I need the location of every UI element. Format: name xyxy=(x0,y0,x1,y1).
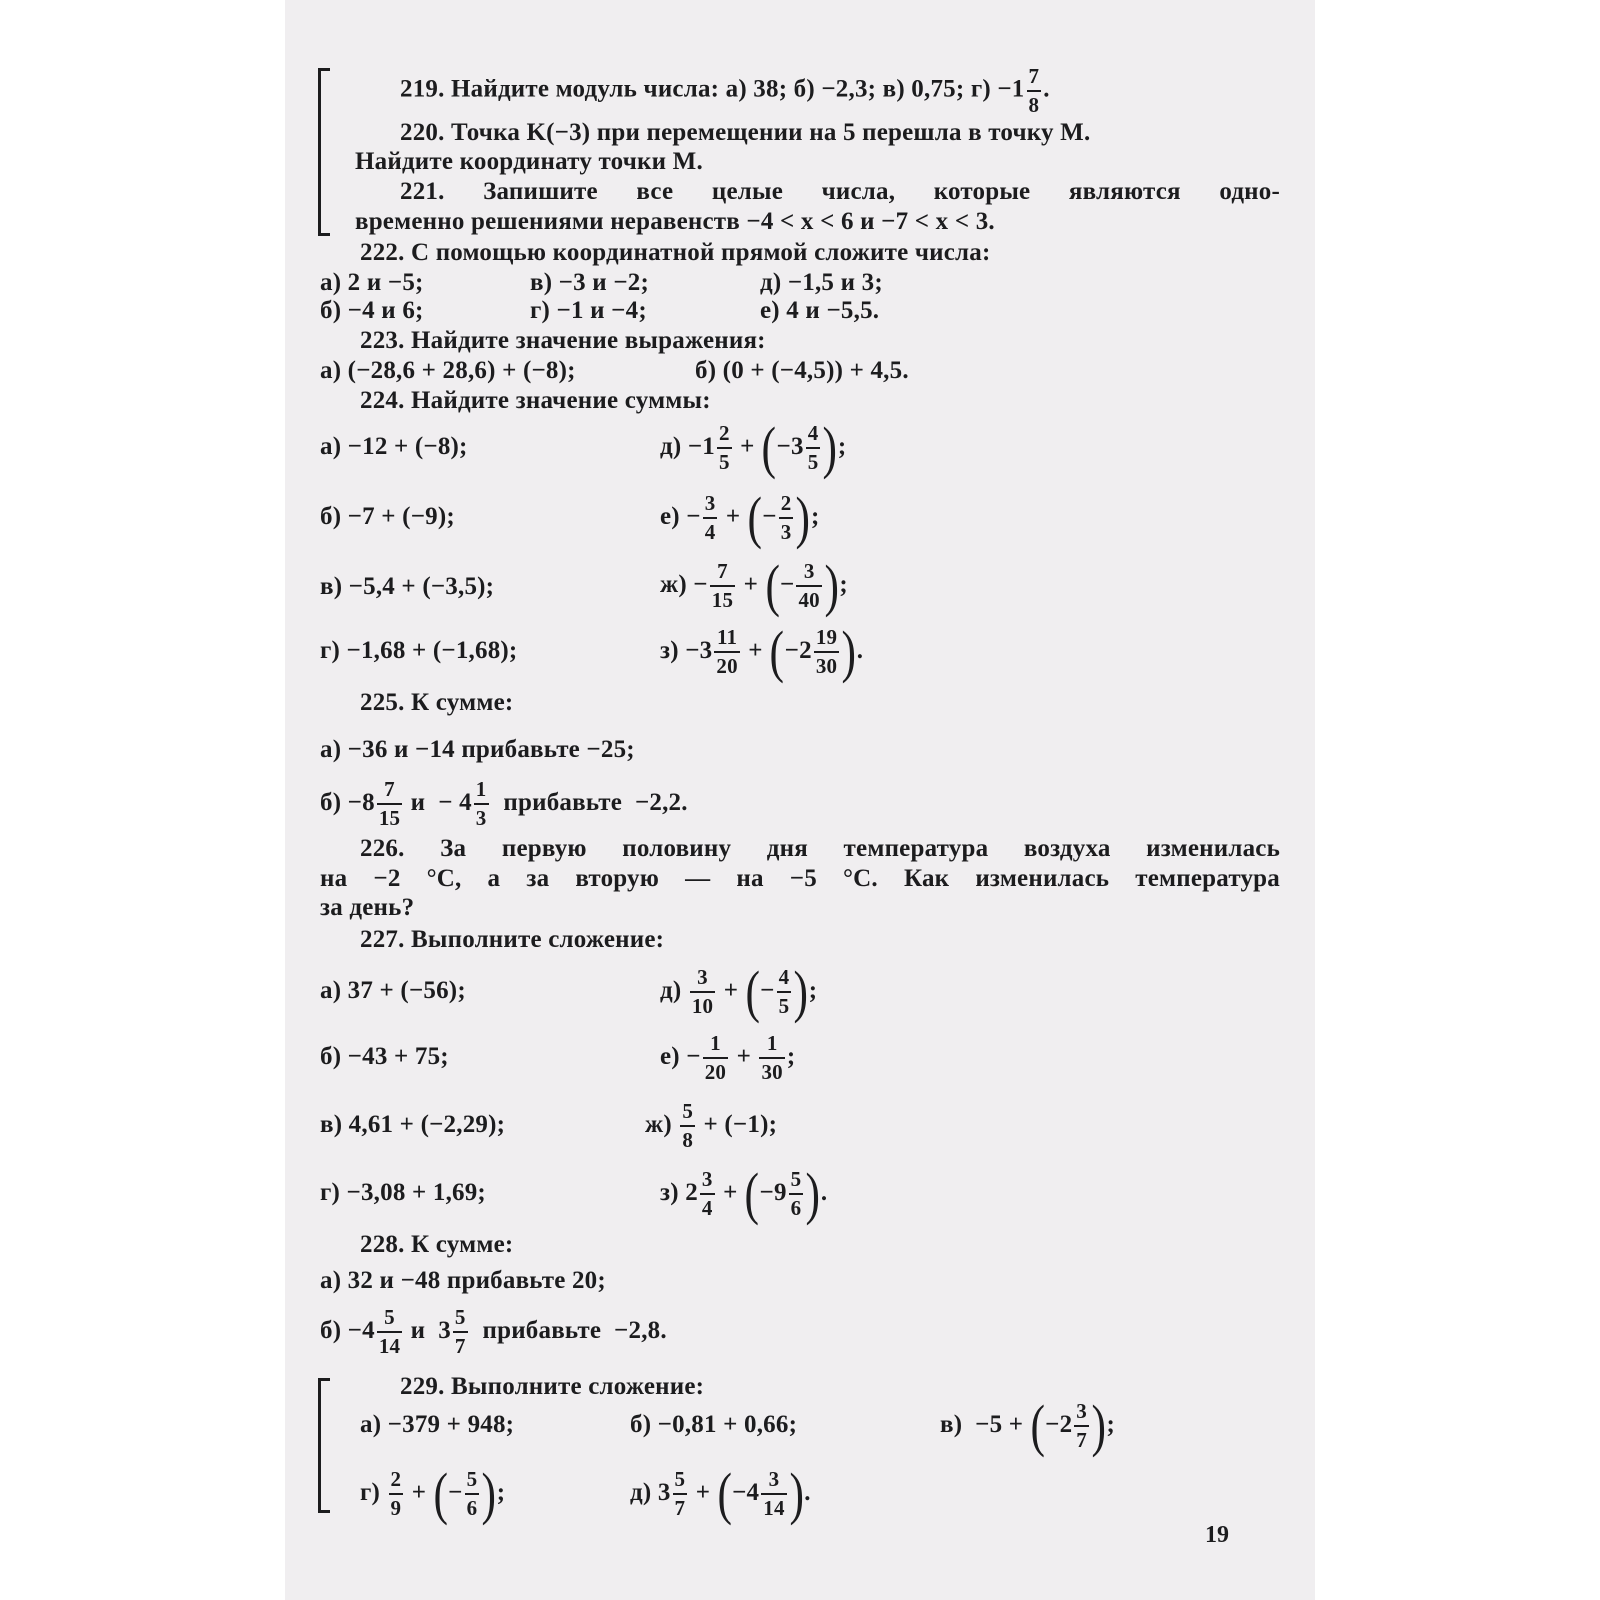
exercise-221-line2: временно решениями неравенств −4 < x < 6 и −7 < x < 3. xyxy=(355,208,995,235)
bracket-top xyxy=(318,68,321,236)
exercise-227-title: 227. Выполните сложение: xyxy=(360,926,665,953)
exercise-226-line2: на −2 °С, а за вторую — на −5 °С. Как изменилась температура xyxy=(320,865,1280,892)
exercise-227-d: д) $\frac{3}{10}$ + (− $\frac{4}{5}$ ); xyxy=(660,959,818,1025)
exercise-221-line1: 221. Запишите все целые числа, которые являются одно- xyxy=(400,178,1280,205)
exercise-229-g: г) $\frac{2}{9}$ + (− $\frac{5}{6}$ ); xyxy=(360,1461,506,1527)
exercise-224-title: 224. Найдите значение суммы: xyxy=(360,387,711,414)
exercise-220-line1: 220. Точка K(−3) при перемещении на 5 перешла в точку M. xyxy=(400,119,1091,146)
exercise-222-g: г) −1 и −4; xyxy=(530,297,647,324)
exercise-227-g: г) −3,08 + 1,69; xyxy=(320,1179,486,1206)
exercise-222-title: 222. С помощью координатной прямой сложите числа: xyxy=(360,239,991,266)
exercise-229-d: д) 3 $\frac{5}{7}$ + (−4 $\frac{3}{14}$ ). xyxy=(630,1461,811,1527)
exercise-224-v: в) −5,4 + (−3,5); xyxy=(320,573,495,600)
exercise-224-zh: ж) − $\frac{7}{15}$ + (− $\frac{3}{40}$ ); xyxy=(660,553,848,619)
textbook-page xyxy=(285,0,1315,1600)
exercise-224-e: е) − $\frac{3}{4}$ + (− $\frac{2}{3}$ ); xyxy=(660,485,820,551)
exercise-222-b: б) −4 и 6; xyxy=(320,297,424,324)
exercise-228-a: а) 32 и −48 прибавьте 20; xyxy=(320,1267,606,1294)
exercise-229-v: в) −5 + (−2 $\frac{3}{7}$ ); xyxy=(940,1393,1116,1459)
exercise-220-line2: Найдите координату точки M. xyxy=(355,148,703,175)
exercise-224-b: б) −7 + (−9); xyxy=(320,503,455,530)
exercise-225-b: б) −8 $\frac{7}{15}$ и − 4 $\frac{1}{3}$ прибавьте −2,2. xyxy=(320,777,688,831)
page-number: 19 xyxy=(1205,1522,1229,1548)
exercise-222-v: в) −3 и −2; xyxy=(530,269,649,296)
exercise-223-title: 223. Найдите значение выражения: xyxy=(360,327,766,354)
exercise-227-zh: ж) $\frac{5}{8}$ + (−1); xyxy=(645,1099,778,1153)
exercise-224-g: г) −1,68 + (−1,68); xyxy=(320,637,518,664)
fraction: $\frac{7}{8}$ xyxy=(1028,64,1040,117)
exercise-227-v: в) 4,61 + (−2,29); xyxy=(320,1111,506,1138)
exercise-219: 219. Найдите модуль числа: а) 38; б) −2,3; в) 0,75; г) −1 $\frac{7}{8}$ . xyxy=(400,64,1050,117)
exercise-223-a: а) (−28,6 + 28,6) + (−8); xyxy=(320,357,576,384)
exercise-224-a: а) −12 + (−8); xyxy=(320,433,468,460)
exercise-229-title: 229. Выполните сложение: xyxy=(400,1373,705,1400)
exercise-222-e: е) 4 и −5,5. xyxy=(760,297,880,324)
exercise-225-a: а) −36 и −14 прибавьте −25; xyxy=(320,736,635,763)
exercise-227-e: е) − $\frac{1}{20}$ + $\frac{1}{30}$ ; xyxy=(660,1031,796,1085)
exercise-223-b: б) (0 + (−4,5)) + 4,5. xyxy=(695,357,909,384)
exercise-229-a: а) −379 + 948; xyxy=(360,1411,515,1438)
exercise-228-title: 228. К сумме: xyxy=(360,1231,514,1258)
exercise-226-line1: 226. За первую половину дня температура воздуха изменилась xyxy=(360,835,1280,862)
exercise-222-d: д) −1,5 и 3; xyxy=(760,269,883,296)
exercise-227-z: з) 2 $\frac{3}{4}$ + (−9 $\frac{5}{6}$ ). xyxy=(660,1161,828,1227)
exercise-228-b: б) −4 $\frac{5}{14}$ и 3 $\frac{5}{7}$ прибавьте −2,8. xyxy=(320,1305,667,1359)
exercise-224-z: з) −3 $\frac{11}{20}$ + (−2 $\frac{19}{30}$ ). xyxy=(660,619,864,685)
exercise-224-d: д) −1 $\frac{2}{5}$ + (−3 $\frac{4}{5}$ ); xyxy=(660,415,847,481)
exercise-225-title: 225. К сумме: xyxy=(360,689,514,716)
exercise-227-a: а) 37 + (−56); xyxy=(320,977,466,1004)
exercise-226-line3: за день? xyxy=(320,894,415,921)
exercise-222-a: а) 2 и −5; xyxy=(320,269,424,296)
bracket-bottom xyxy=(318,1378,321,1513)
exercise-227-b: б) −43 + 75; xyxy=(320,1043,449,1070)
exercise-229-b: б) −0,81 + 0,66; xyxy=(630,1411,798,1438)
